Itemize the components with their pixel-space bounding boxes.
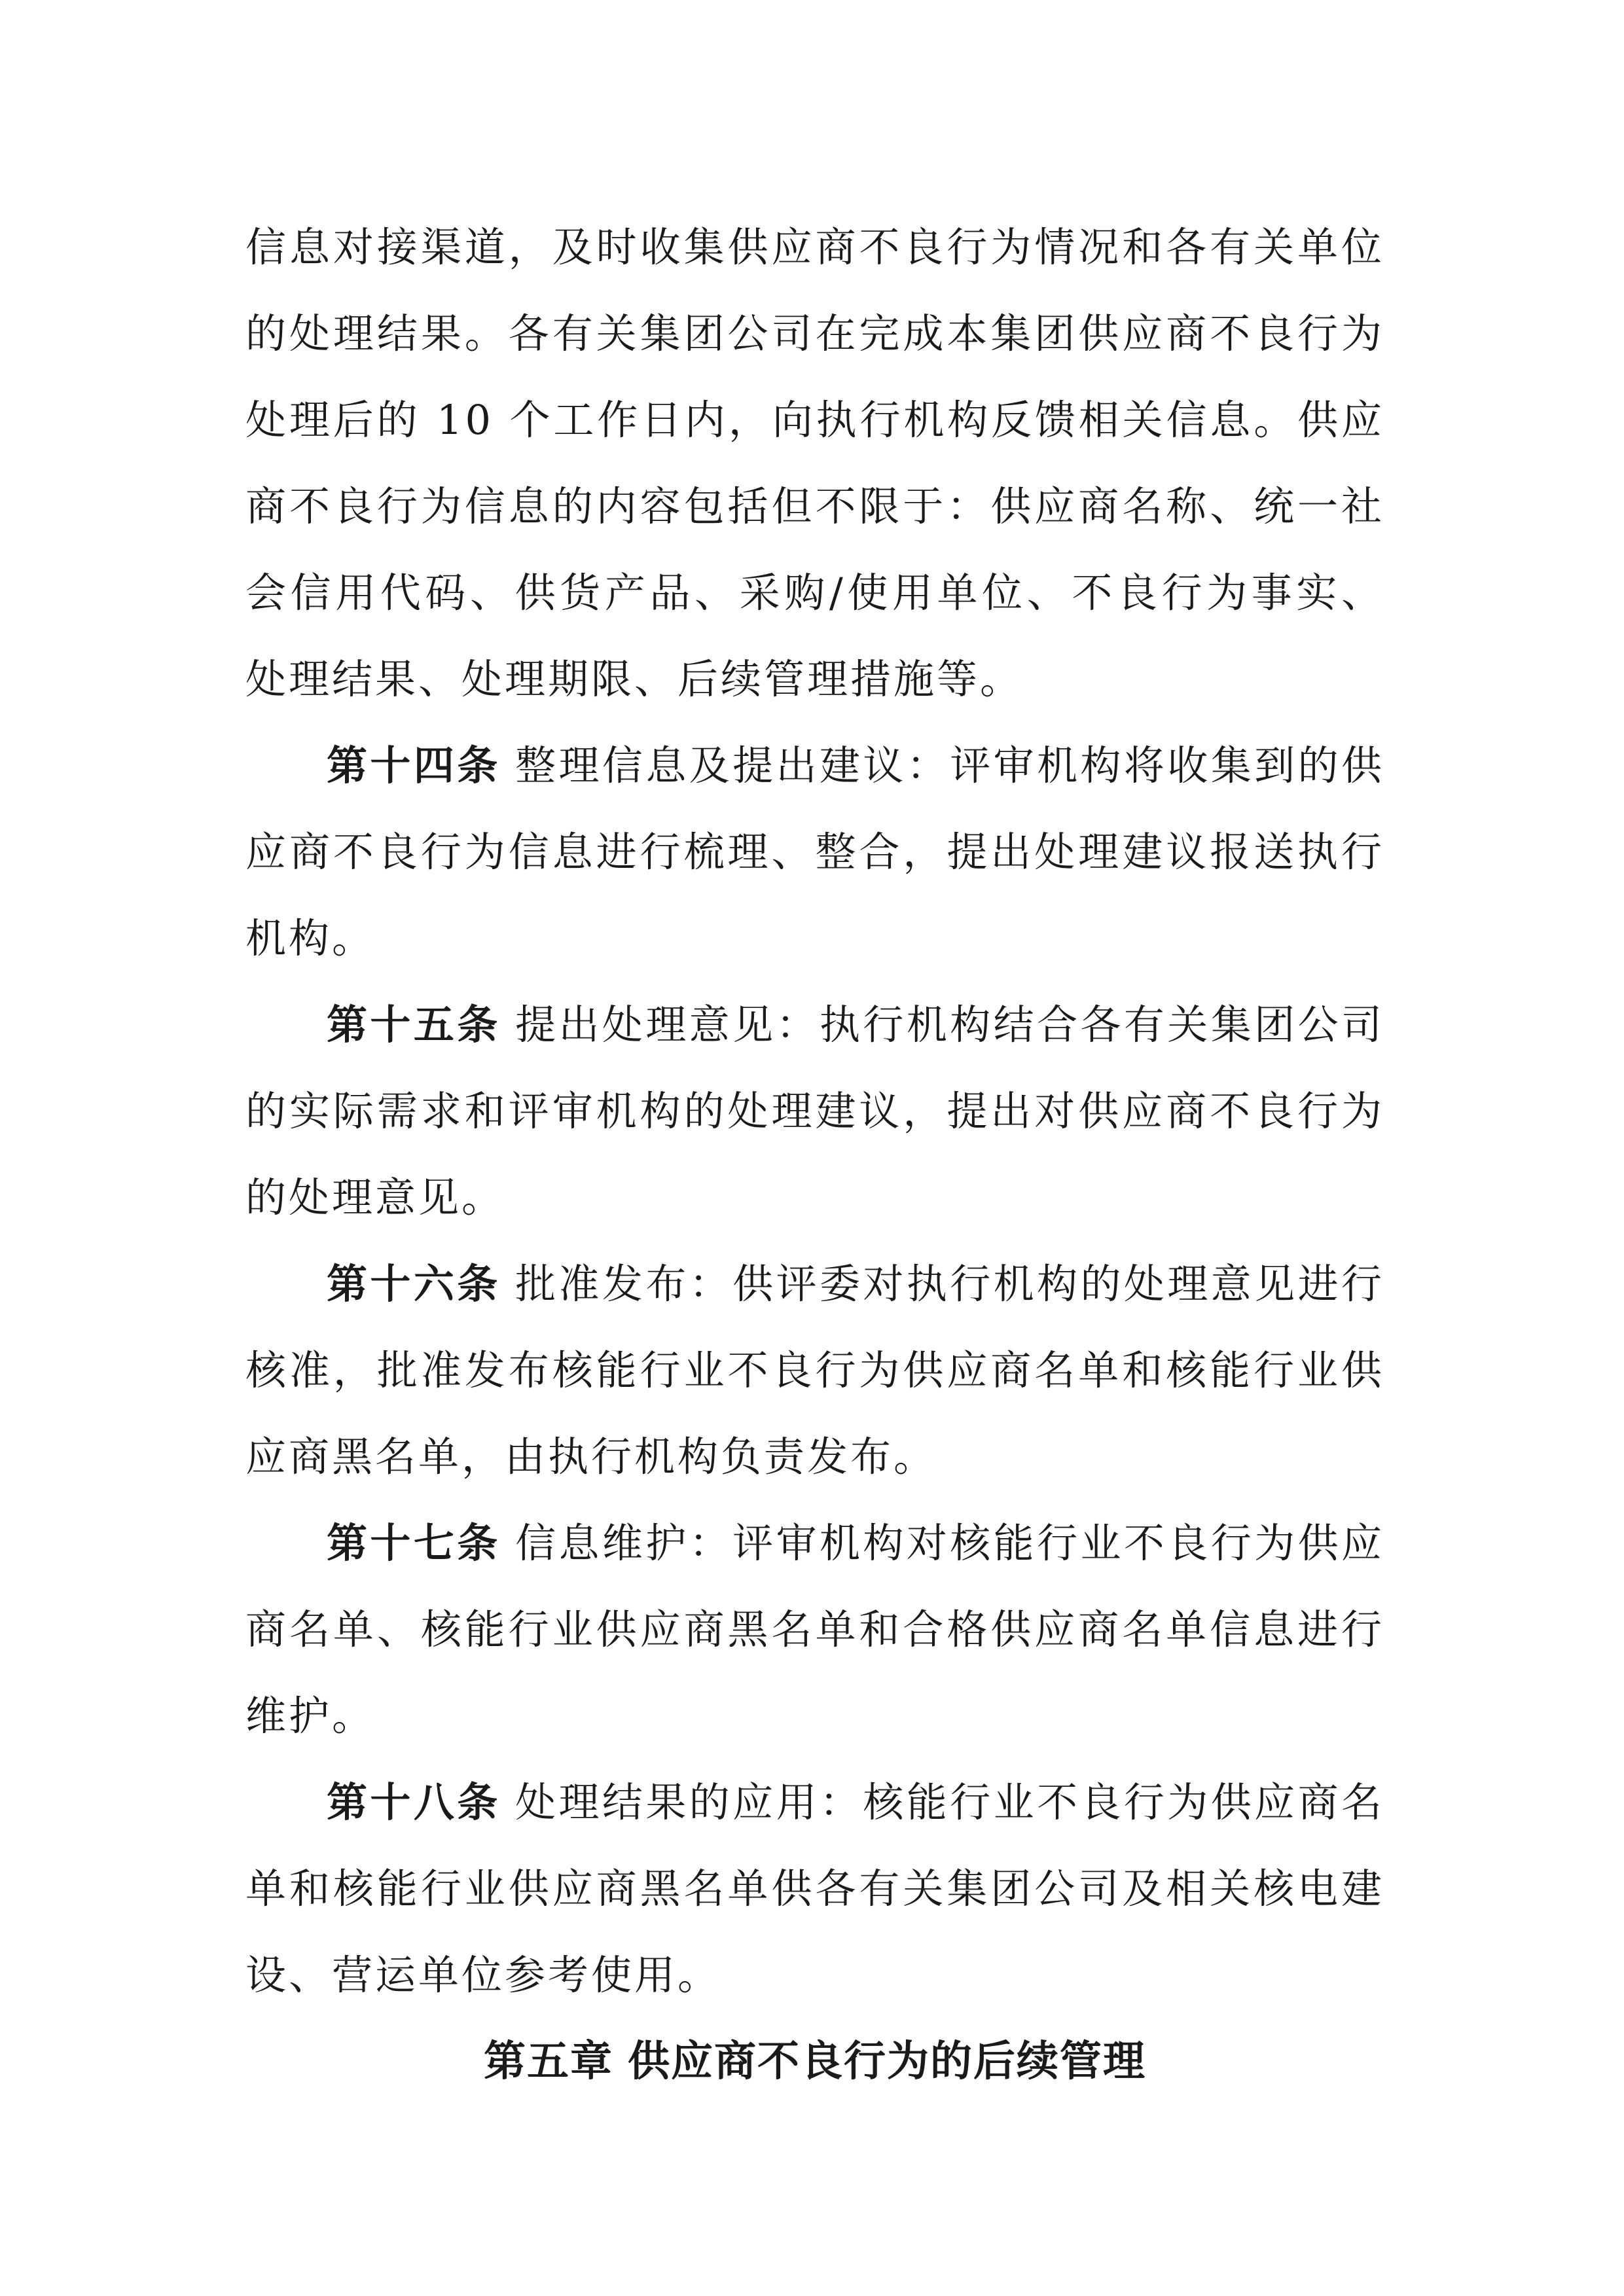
article-15 bbox=[245, 982, 1384, 1241]
article-15-text: 提出处理意见：执行机构结合各有关集团公司的实际需求和评审机构的处理建议，提出对供应商不良行为的处理意见。 bbox=[245, 1001, 1384, 1221]
chapter-heading bbox=[245, 2018, 1384, 2105]
article-18-label: 第十八条 bbox=[327, 1778, 501, 1826]
continuation-text: 信息对接渠道，及时收集供应商不良行为情况和各有关单位的处理结果。各有关集团公司在完成本集团供应商不良行为处理后的 10 个工作日内，向执行机构反馈相关信息。供应商不良行为信息的内容包括但不限于：供应商名称、统一社会信用代码、供货产品、采购/使用单位、不良行为事实、处理结果、处理期限、后续管理措施等。 bbox=[245, 223, 1384, 703]
article-14 bbox=[245, 723, 1384, 982]
article-18-text: 处理结果的应用：核能行业不良行为供应商名单和核能行业供应商黑名单供各有关集团公司及相关核电建设、营运单位参考使用。 bbox=[245, 1778, 1384, 1999]
article-14-text: 整理信息及提出建议：评审机构将收集到的供应商不良行为信息进行梳理、整合，提出处理建议报送执行机构。 bbox=[245, 742, 1384, 962]
article-18 bbox=[245, 1759, 1384, 2018]
article-16-text: 批准发布：供评委对执行机构的处理意见进行核准，批准发布核能行业不良行为供应商名单和核能行业供应商黑名单，由执行机构负责发布。 bbox=[245, 1260, 1384, 1480]
article-17 bbox=[245, 1500, 1384, 1759]
chapter-title: 供应商不良行为的后续管理 bbox=[628, 2037, 1146, 2086]
article-16-label: 第十六条 bbox=[327, 1260, 501, 1308]
article-14-label: 第十四条 bbox=[327, 742, 501, 789]
article-15-label: 第十五条 bbox=[327, 1001, 501, 1049]
article-17-text: 信息维护：评审机构对核能行业不良行为供应商名单、核能行业供应商黑名单和合格供应商名单信息进行维护。 bbox=[245, 1519, 1384, 1740]
chapter-number: 第五章 bbox=[484, 2037, 613, 2086]
continuation-paragraph bbox=[245, 204, 1384, 723]
document-body bbox=[245, 204, 1384, 2105]
article-16 bbox=[245, 1241, 1384, 1500]
article-17-label: 第十七条 bbox=[327, 1519, 501, 1567]
